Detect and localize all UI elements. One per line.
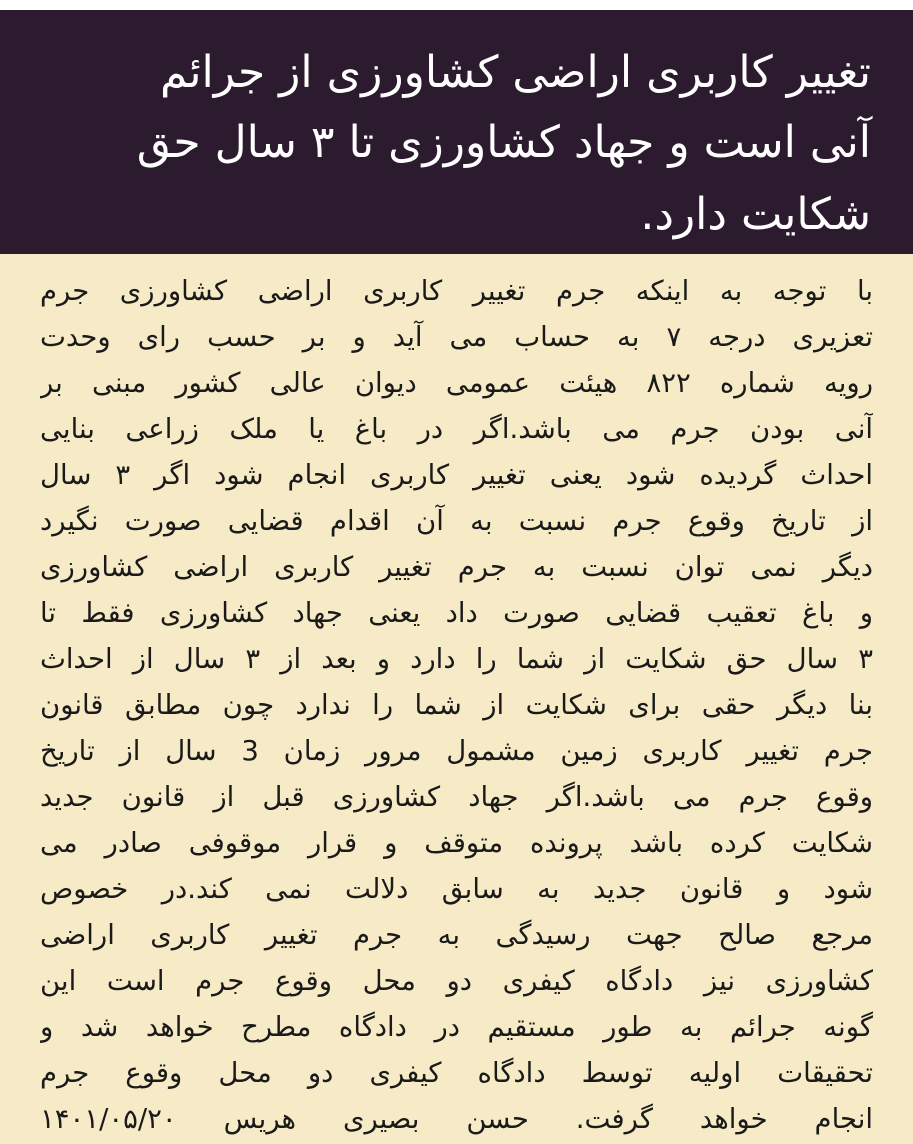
- body-line-2: تعزیری درجه ۷ به حساب می آید و بر حسب رای وحدت: [40, 321, 873, 353]
- body-line-16: کشاورزی نیز دادگاه کیفری دو محل وقوع جرم است این: [40, 965, 873, 997]
- title-line-2: آنی است و جهاد کشاورزی تا ۳ سال حق: [136, 117, 871, 168]
- body-line-1: با توجه به اینکه جرم تغییر کاربری اراضی کشاورزی جرم: [40, 275, 873, 307]
- article-body: [0, 254, 913, 1142]
- body-line-7: دیگر نمی توان نسبت به جرم تغییر کاربری اراضی کشاورزی: [40, 551, 873, 583]
- body-line-4: آنی بودن جرم می باشد.اگر در باغ یا ملک زراعی بنایی: [40, 413, 873, 445]
- body-line-3: رویه شماره ۸۲۲ هیئت عمومی دیوان عالی کشور مبنی بر: [40, 367, 873, 399]
- body-line-17: گونه جرائم به طور مستقیم در دادگاه مطرح خواهد شد و: [40, 1011, 873, 1043]
- body-line-12: وقوع جرم می باشد.اگر جهاد کشاورزی قبل از قانون جدید: [40, 781, 873, 813]
- body-line-10: بنا دیگر حقی برای شکایت از شما را ندارد چون مطابق قانون: [40, 689, 873, 721]
- body-line-14: شود و قانون جدید به سابق دلالت نمی کند.در خصوص: [40, 873, 873, 905]
- body-line-15: مرجع صالح جهت رسیدگی به جرم تغییر کاربری اراضی: [40, 919, 873, 951]
- body-line-5: احداث گردیده شود یعنی تغییر کاربری انجام شود اگر ۳ سال: [40, 459, 873, 491]
- top-white-strip: [0, 0, 913, 10]
- body-line-13: شکایت کرده باشد پرونده متوقف و قرار موقوفی صادر می: [40, 827, 873, 859]
- body-line-11: جرم تغییر کاربری زمین مشمول مرور زمان 3 سال از تاریخ: [40, 735, 873, 767]
- body-line-9: ۳ سال حق شکایت از شما را دارد و بعد از ۳ سال از احداث: [40, 643, 873, 675]
- title-banner: [0, 10, 913, 254]
- body-line-8: و باغ تعقیب قضایی صورت داد یعنی جهاد کشاورزی فقط تا: [40, 597, 873, 629]
- body-line-19-signature: انجام خواهد گرفت. حسن بصیری هریس ۱۴۰۱/۰۵/۲۰: [40, 1103, 873, 1135]
- title-line-1: تغییر کاربری اراضی کشاورزی از جرائم: [159, 47, 871, 98]
- title-line-3: شکایت دارد.: [640, 189, 871, 240]
- body-line-18: تحقیقات اولیه توسط دادگاه کیفری دو محل وقوع جرم: [40, 1057, 873, 1089]
- body-line-6: از تاریخ وقوع جرم نسبت به آن اقدام قضایی صورت نگیرد: [40, 505, 873, 537]
